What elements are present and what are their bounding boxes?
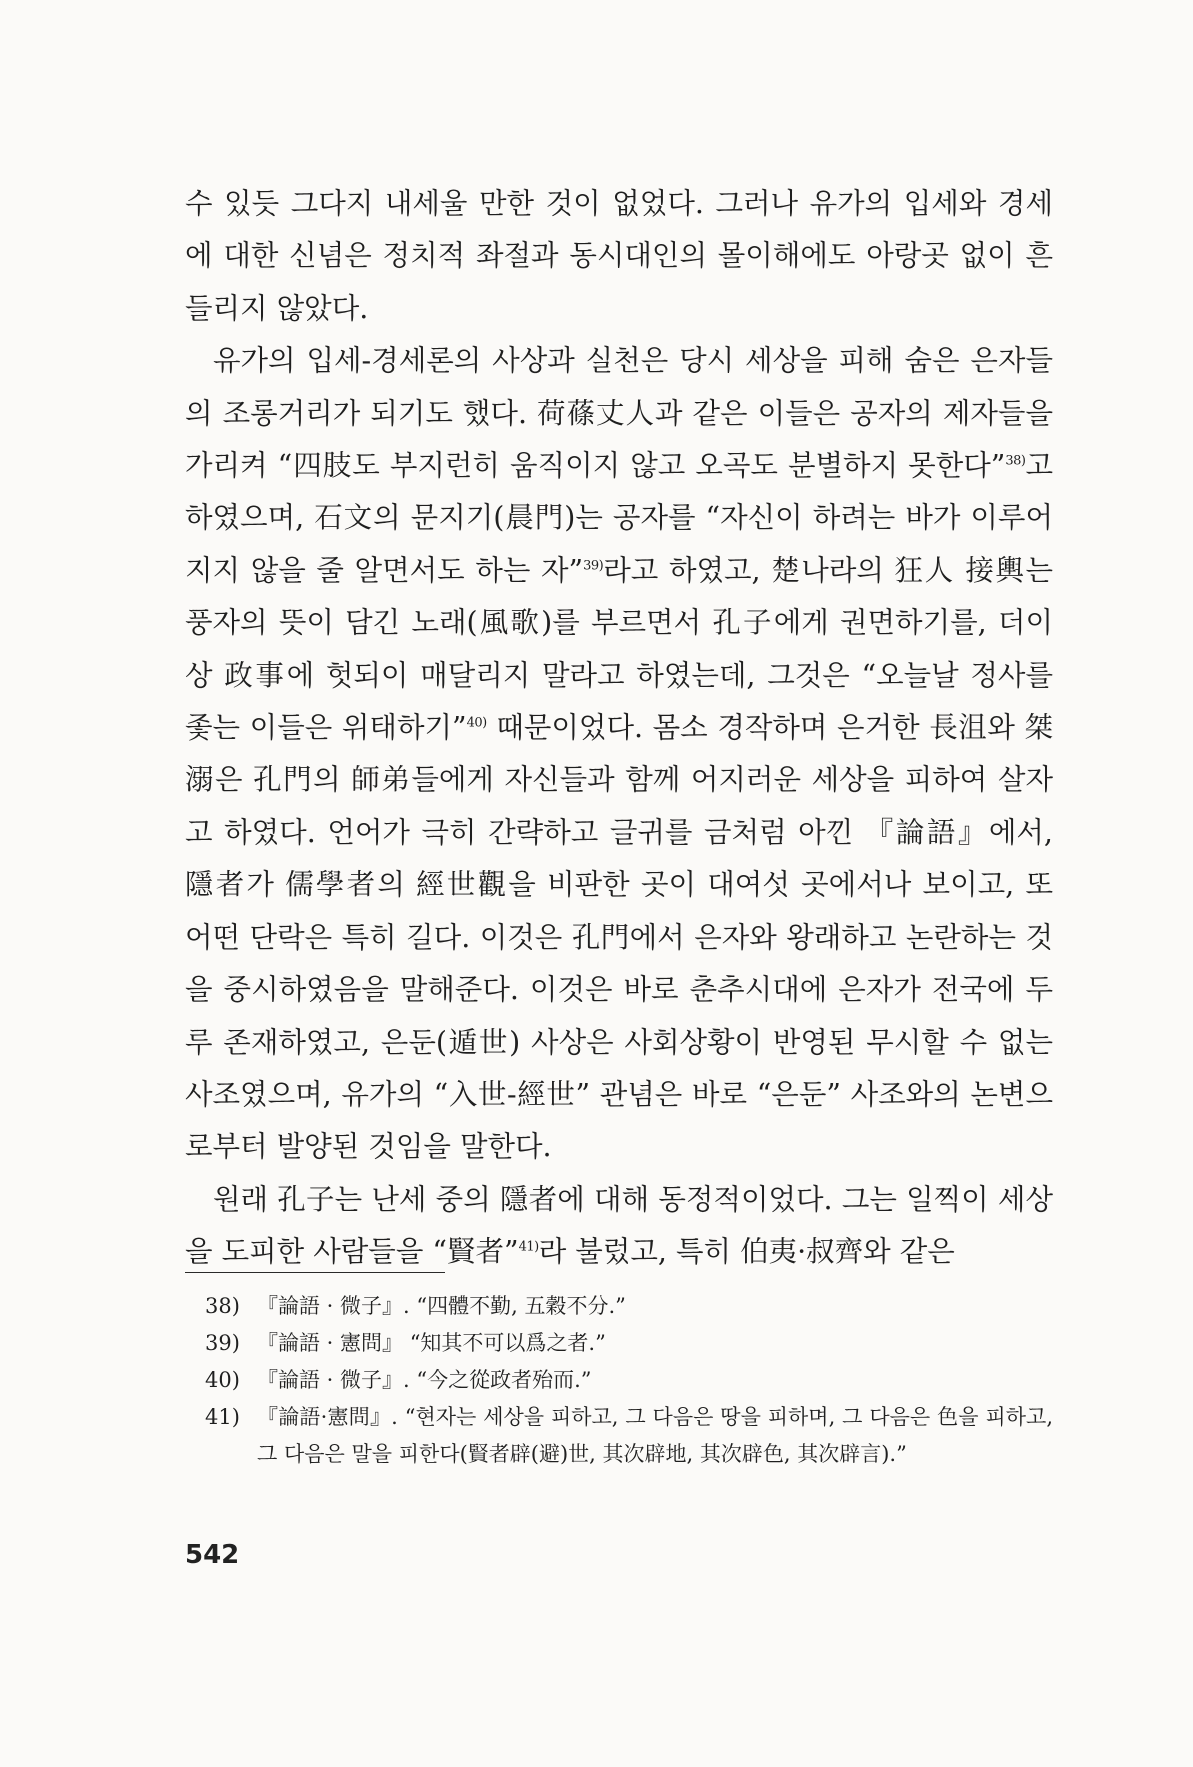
footnote-text: 『論語 · 憲問』 “知其不可以爲之者.” [257, 1331, 606, 1355]
paragraph-3: 원래 孔子는 난세 중의 隱者에 대해 동정적이었다. 그는 일찍이 세상을 도피한 사람들을 “賢者”$^{41)}$라 불렀고, 특히 伯夷·叔齊와 같은 [185, 1182, 1053, 1269]
footnote-39 [205, 1325, 1053, 1362]
footnote-ref-38: 38) [1005, 453, 1026, 469]
main-text [185, 178, 1053, 1279]
page-number: 542 [185, 1540, 240, 1570]
footnote-number: 39) [205, 1331, 240, 1355]
footnote-number: 40) [205, 1368, 240, 1392]
footnote-text: 『論語 · 微子』. “今之從政者殆而.” [257, 1368, 592, 1392]
footnote-ref-40: 40) [466, 715, 487, 731]
footnote-text: 『論語 · 微子』. “四體不勤, 五穀不分.” [257, 1294, 626, 1318]
footnote-40 [205, 1362, 1053, 1399]
footnote-number: 38) [205, 1294, 240, 1318]
paragraph-2: 유가의 입세-경세론의 사상과 실천은 당시 세상을 피해 숨은 은자들의 조롱거리가 되기도 했다. 荷蓧丈人과 같은 이들은 공자의 제자들을 가리켜 “四肢도 부지런히 움직이지 않고 오곡도 분별하지 못한다”$^{38)}$고 하였으며, 石文의 문지기(晨門)는 공자를 “자신이 하려는 바가 이루어지지 않을 줄 알면서도 하는 자”$^{39)}$라고 하였고, 楚나라의 狂人 接輿는 풍자의 뜻이 담긴 노래(風歌)를 부르면서 孔子에게 권면하기를, 더이상 政事에 헛되이 매달리지 말라고 하였는데, 그것은 “오늘날 정사를 좇는 이들은 위태하기”$^{40)}$ 때문이었다. 몸소 경작하며 은거한 長沮와 桀溺은 孔門의 師弟들에게 자신들과 함께 어지러운 세상을 피하여 살자고 하였다. 언어가 극히 간략하고 글귀를 금처럼 아낀 『論語』에서, 隱者가 儒學者의 經世觀을 비판한 곳이 대여섯 곳에서나 보이고, 또 어떤 단락은 특히 길다. 이것은 孔門에서 은자와 왕래하고 논란하는 것을 중시하였음을 말해준다. 이것은 바로 춘추시대에 은자가 전국에 두루 존재하였고, 은둔(遁世) 사상은 사회상황이 반영된 무시할 수 없는 사조였으며, 유가의 “入世-經世” 관념은 바로 “은둔” 사조와의 논변으로부터 발양된 것임을 말한다. [185, 344, 1053, 1164]
footnotes [205, 1288, 1053, 1473]
paragraph-1: 수 있듯 그다지 내세울 만한 것이 없었다. 그러나 유가의 입세와 경세에 대한 신념은 정치적 좌절과 동시대인의 몰이해에도 아랑곳 없이 흔들리지 않았다. [185, 187, 1053, 325]
footnote-number: 41) [205, 1405, 240, 1429]
footnote-ref-41: 41) [518, 1239, 539, 1255]
footnote-38 [205, 1288, 1053, 1325]
footnote-ref-39: 39) [583, 558, 604, 574]
footnote-text: 『論語·憲問』. “현자는 세상을 피하고, 그 다음은 땅을 피하며, 그 다음은 色을 피하고, 그 다음은 말을 피한다(賢者辟(避)世, 其次辟地, 其次辟色, 其次辟言).” [257, 1405, 1053, 1466]
footnote-41 [205, 1399, 1053, 1473]
footnote-divider [185, 1272, 445, 1273]
